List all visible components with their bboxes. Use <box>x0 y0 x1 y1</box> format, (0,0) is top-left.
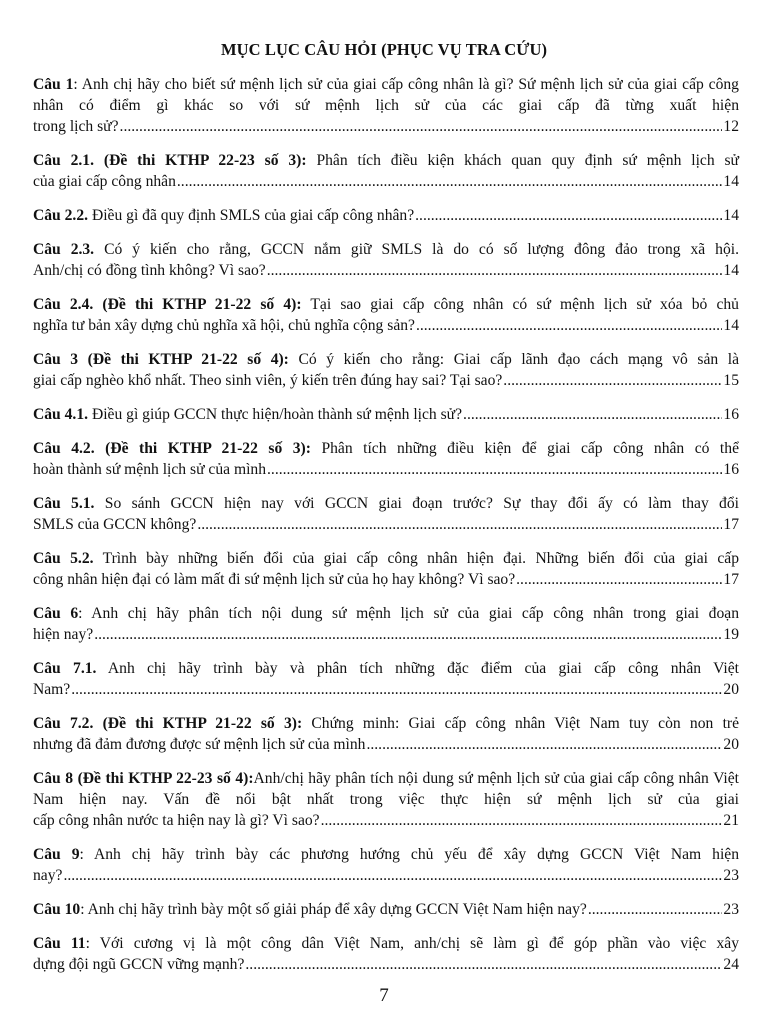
toc-leader-line <box>33 865 739 886</box>
dot-leader <box>366 734 722 755</box>
toc-leader-line <box>33 459 739 480</box>
question-text: hoàn thành sứ mệnh lịch sử của mình <box>33 461 267 478</box>
toc-entry <box>33 844 739 886</box>
question-text: Với cương vị là một công dân Việt Nam, anh/chị sẽ làm gì để góp phần vào việc xây <box>99 935 739 952</box>
toc-page-number[interactable]: 14 <box>723 173 739 190</box>
exam-source: (Đề thi KTHP 21-22 số 3): <box>94 440 311 457</box>
dot-leader <box>120 116 723 137</box>
question-label: Câu 7.2. <box>33 715 94 732</box>
toc-page-number[interactable]: 14 <box>723 207 739 224</box>
question-text: Điều gì giúp GCCN thực hiện/hoàn thành sứ mệnh lịch sử? <box>91 406 463 423</box>
question-text: hiện nay? <box>33 626 94 643</box>
table-of-contents <box>33 74 739 988</box>
question-text: nghĩa tư bản xây dựng chủ nghĩa xã hội, chủ nghĩa cộng sản? <box>33 317 415 334</box>
separator: : <box>73 76 82 93</box>
toc-leader-line <box>33 569 739 590</box>
toc-page-number[interactable]: 19 <box>723 626 739 643</box>
toc-leader-line <box>33 679 739 700</box>
question-text: Anh chị hãy phân tích nội dung sứ mệnh lịch sử của giai cấp công nhân trong giai đoạn <box>91 605 739 622</box>
question-label: Câu 6 <box>33 605 79 622</box>
toc-leader-line <box>33 514 739 535</box>
question-text: Có ý kiến cho rằng: Giai cấp lãnh đạo cách mạng vô sản là <box>298 351 739 368</box>
toc-entry <box>33 349 739 391</box>
question-text: Chứng minh: Giai cấp công nhân Việt Nam tuy còn non trẻ <box>311 715 740 732</box>
toc-page-number[interactable]: 21 <box>723 812 739 829</box>
toc-leader-line <box>33 171 739 192</box>
question-label: Câu 2.1. <box>33 152 94 169</box>
toc-page-number[interactable]: 14 <box>723 317 739 334</box>
question-text: nhưng đã đảm đương được sứ mệnh lịch sử của mình <box>33 736 366 753</box>
separator: : <box>85 935 100 952</box>
toc-page-number[interactable]: 20 <box>723 736 739 753</box>
toc-page-number[interactable]: 12 <box>723 118 739 135</box>
dot-leader <box>245 954 722 975</box>
toc-entry <box>33 713 739 755</box>
exam-source: (Đề thi KTHP 21-22 số 3): <box>93 715 303 732</box>
separator <box>94 550 103 567</box>
toc-page-number[interactable]: 15 <box>723 372 739 389</box>
dot-leader <box>177 171 723 192</box>
question-text: nay? <box>33 867 63 884</box>
toc-title: MỤC LỤC CÂU HỎI (PHỤC VỤ TRA CỨU) <box>220 40 548 59</box>
toc-leader-line <box>33 404 739 425</box>
toc-entry <box>33 933 739 975</box>
toc-leader-line <box>33 205 739 226</box>
question-label: Câu 1 <box>33 76 74 93</box>
question-text: SMLS của GCCN không? <box>33 516 197 533</box>
dot-leader <box>71 679 722 700</box>
question-text: Điều gì đã quy định SMLS của giai cấp công nhân? <box>91 207 415 224</box>
exam-source: (Đề thi KTHP 21-22 số 4): <box>93 296 302 313</box>
separator: : <box>80 901 88 918</box>
question-text: Anh chị hãy trình bày và phân tích những đặc điểm của giai cấp công nhân Việt <box>107 660 739 677</box>
toc-entry <box>33 603 739 645</box>
toc-entry <box>33 548 739 590</box>
question-text: Anh chị hãy trình bày các phương hướng chủ yếu để xây dựng GCCN Việt Nam hiện <box>93 846 739 863</box>
question-text: của giai cấp công nhân <box>33 173 176 190</box>
dot-leader <box>267 459 722 480</box>
question-text: Anh/chị có đồng tình không? Vì sao? <box>33 262 266 279</box>
dot-leader <box>416 315 722 336</box>
toc-page-number[interactable]: 17 <box>723 516 739 533</box>
dot-leader <box>94 624 722 645</box>
dot-leader <box>415 205 722 226</box>
toc-page-number[interactable]: 16 <box>723 406 739 423</box>
toc-entry <box>33 493 739 535</box>
question-label: Câu 9 <box>33 846 80 863</box>
dot-leader <box>463 404 722 425</box>
dot-leader <box>321 810 723 831</box>
question-text: Anh/chị hãy phân tích nội dung sứ mệnh lịch sử của giai cấp công nhân Việt Nam hiện nay. Vấn đề nổi bật nhất trong việc thực hiện sứ mệnh lịch sử của giai <box>33 770 739 808</box>
toc-entry <box>33 239 739 281</box>
separator <box>94 495 104 512</box>
toc-entry <box>33 768 739 831</box>
question-text: Anh chị hãy trình bày một số giải pháp để xây dựng GCCN Việt Nam hiện nay? <box>87 901 587 918</box>
dot-leader <box>588 899 723 920</box>
toc-leader-line <box>33 954 739 975</box>
page-number: 7 <box>379 985 389 1006</box>
question-text: Nam? <box>33 681 71 698</box>
question-text: So sánh GCCN hiện nay với GCCN giai đoạn trước? Sự thay đổi ấy có làm thay đổi <box>104 495 739 512</box>
separator <box>94 241 104 258</box>
question-text: công nhân hiện đại có làm mất đi sứ mệnh lịch sử của họ hay không? Vì sao? <box>33 571 516 588</box>
question-label: Câu 5.1. <box>33 495 95 512</box>
toc-leader-line <box>33 260 739 281</box>
exam-source: (Đề thi KTHP 22-23 số 3): <box>94 152 307 169</box>
question-label: Câu 4.1. <box>33 406 89 423</box>
question-text: trong lịch sử? <box>33 118 119 135</box>
toc-page-number[interactable]: 17 <box>723 571 739 588</box>
question-label: Câu 2.2. <box>33 207 89 224</box>
dot-leader <box>516 569 722 590</box>
question-label: Câu 8 <box>33 770 74 787</box>
toc-entry <box>33 294 739 336</box>
dot-leader <box>63 865 722 886</box>
question-text: dựng đội ngũ GCCN vững mạnh? <box>33 956 245 973</box>
separator <box>311 440 322 457</box>
question-text: giai cấp nghèo khổ nhất. Theo sinh viên, ý kiến trên đúng hay sai? Tại sao? <box>33 372 503 389</box>
toc-page-number[interactable]: 24 <box>723 956 739 973</box>
exam-source: (Đề thi KTHP 21-22 số 4): <box>78 351 289 368</box>
question-text: Phân tích những điều kiện để giai cấp công nhân có thể <box>321 440 739 457</box>
toc-leader-line <box>33 810 739 831</box>
question-text: Trình bày những biến đổi của giai cấp công nhân hiện đại. Những biến đổi của giai cấp <box>102 550 739 567</box>
separator <box>307 152 317 169</box>
question-text: Phân tích điều kiện khách quan quy định sứ mệnh lịch sử <box>316 152 740 169</box>
toc-entry <box>33 438 739 480</box>
toc-leader-line <box>33 116 739 137</box>
toc-leader-line <box>33 899 739 920</box>
toc-page-number[interactable]: 16 <box>723 461 739 478</box>
toc-page-number[interactable]: 23 <box>723 867 739 884</box>
toc-entry <box>33 150 739 192</box>
toc-page-number[interactable]: 14 <box>723 262 739 279</box>
question-text: cấp công nhân nước ta hiện nay là gì? Vì sao? <box>33 812 320 829</box>
dot-leader <box>197 514 722 535</box>
exam-source: (Đề thi KTHP 22-23 số 4): <box>73 770 254 787</box>
toc-page-number[interactable]: 23 <box>723 901 739 918</box>
question-label: Câu 2.3. <box>33 241 95 258</box>
question-label: Câu 11 <box>33 935 86 952</box>
dot-leader <box>267 260 723 281</box>
question-label: Câu 10 <box>33 901 81 918</box>
dot-leader <box>503 370 722 391</box>
question-text: Anh chị hãy cho biết sứ mệnh lịch sử của giai cấp công nhân là gì? Sứ mệnh lịch sử của giai cấp công nhân có điểm gì khác so với sứ mệnh lịch sử của các giai cấp đã từng xuất hiện <box>33 76 739 114</box>
separator: : <box>79 846 94 863</box>
toc-entry <box>33 899 739 920</box>
separator: : <box>78 605 92 622</box>
question-label: Câu 7.1. <box>33 660 97 677</box>
toc-entry <box>33 205 739 226</box>
question-label: Câu 3 <box>33 351 79 368</box>
toc-leader-line <box>33 315 739 336</box>
question-text: Tại sao giai cấp công nhân có sứ mệnh lịch sử xóa bỏ chủ <box>310 296 739 313</box>
toc-entry <box>33 404 739 425</box>
question-label: Câu 4.2. <box>33 440 95 457</box>
question-label: Câu 2.4. <box>33 296 94 313</box>
separator <box>96 660 107 677</box>
toc-leader-line <box>33 624 739 645</box>
toc-entry <box>33 74 739 137</box>
toc-page-number[interactable]: 20 <box>723 681 739 698</box>
toc-leader-line <box>33 734 739 755</box>
toc-entry <box>33 658 739 700</box>
question-text: Có ý kiến cho rằng, GCCN nắm giữ SMLS là do có số lượng đông đảo trong xã hội. <box>104 241 739 258</box>
toc-leader-line <box>33 370 739 391</box>
question-label: Câu 5.2. <box>33 550 94 567</box>
